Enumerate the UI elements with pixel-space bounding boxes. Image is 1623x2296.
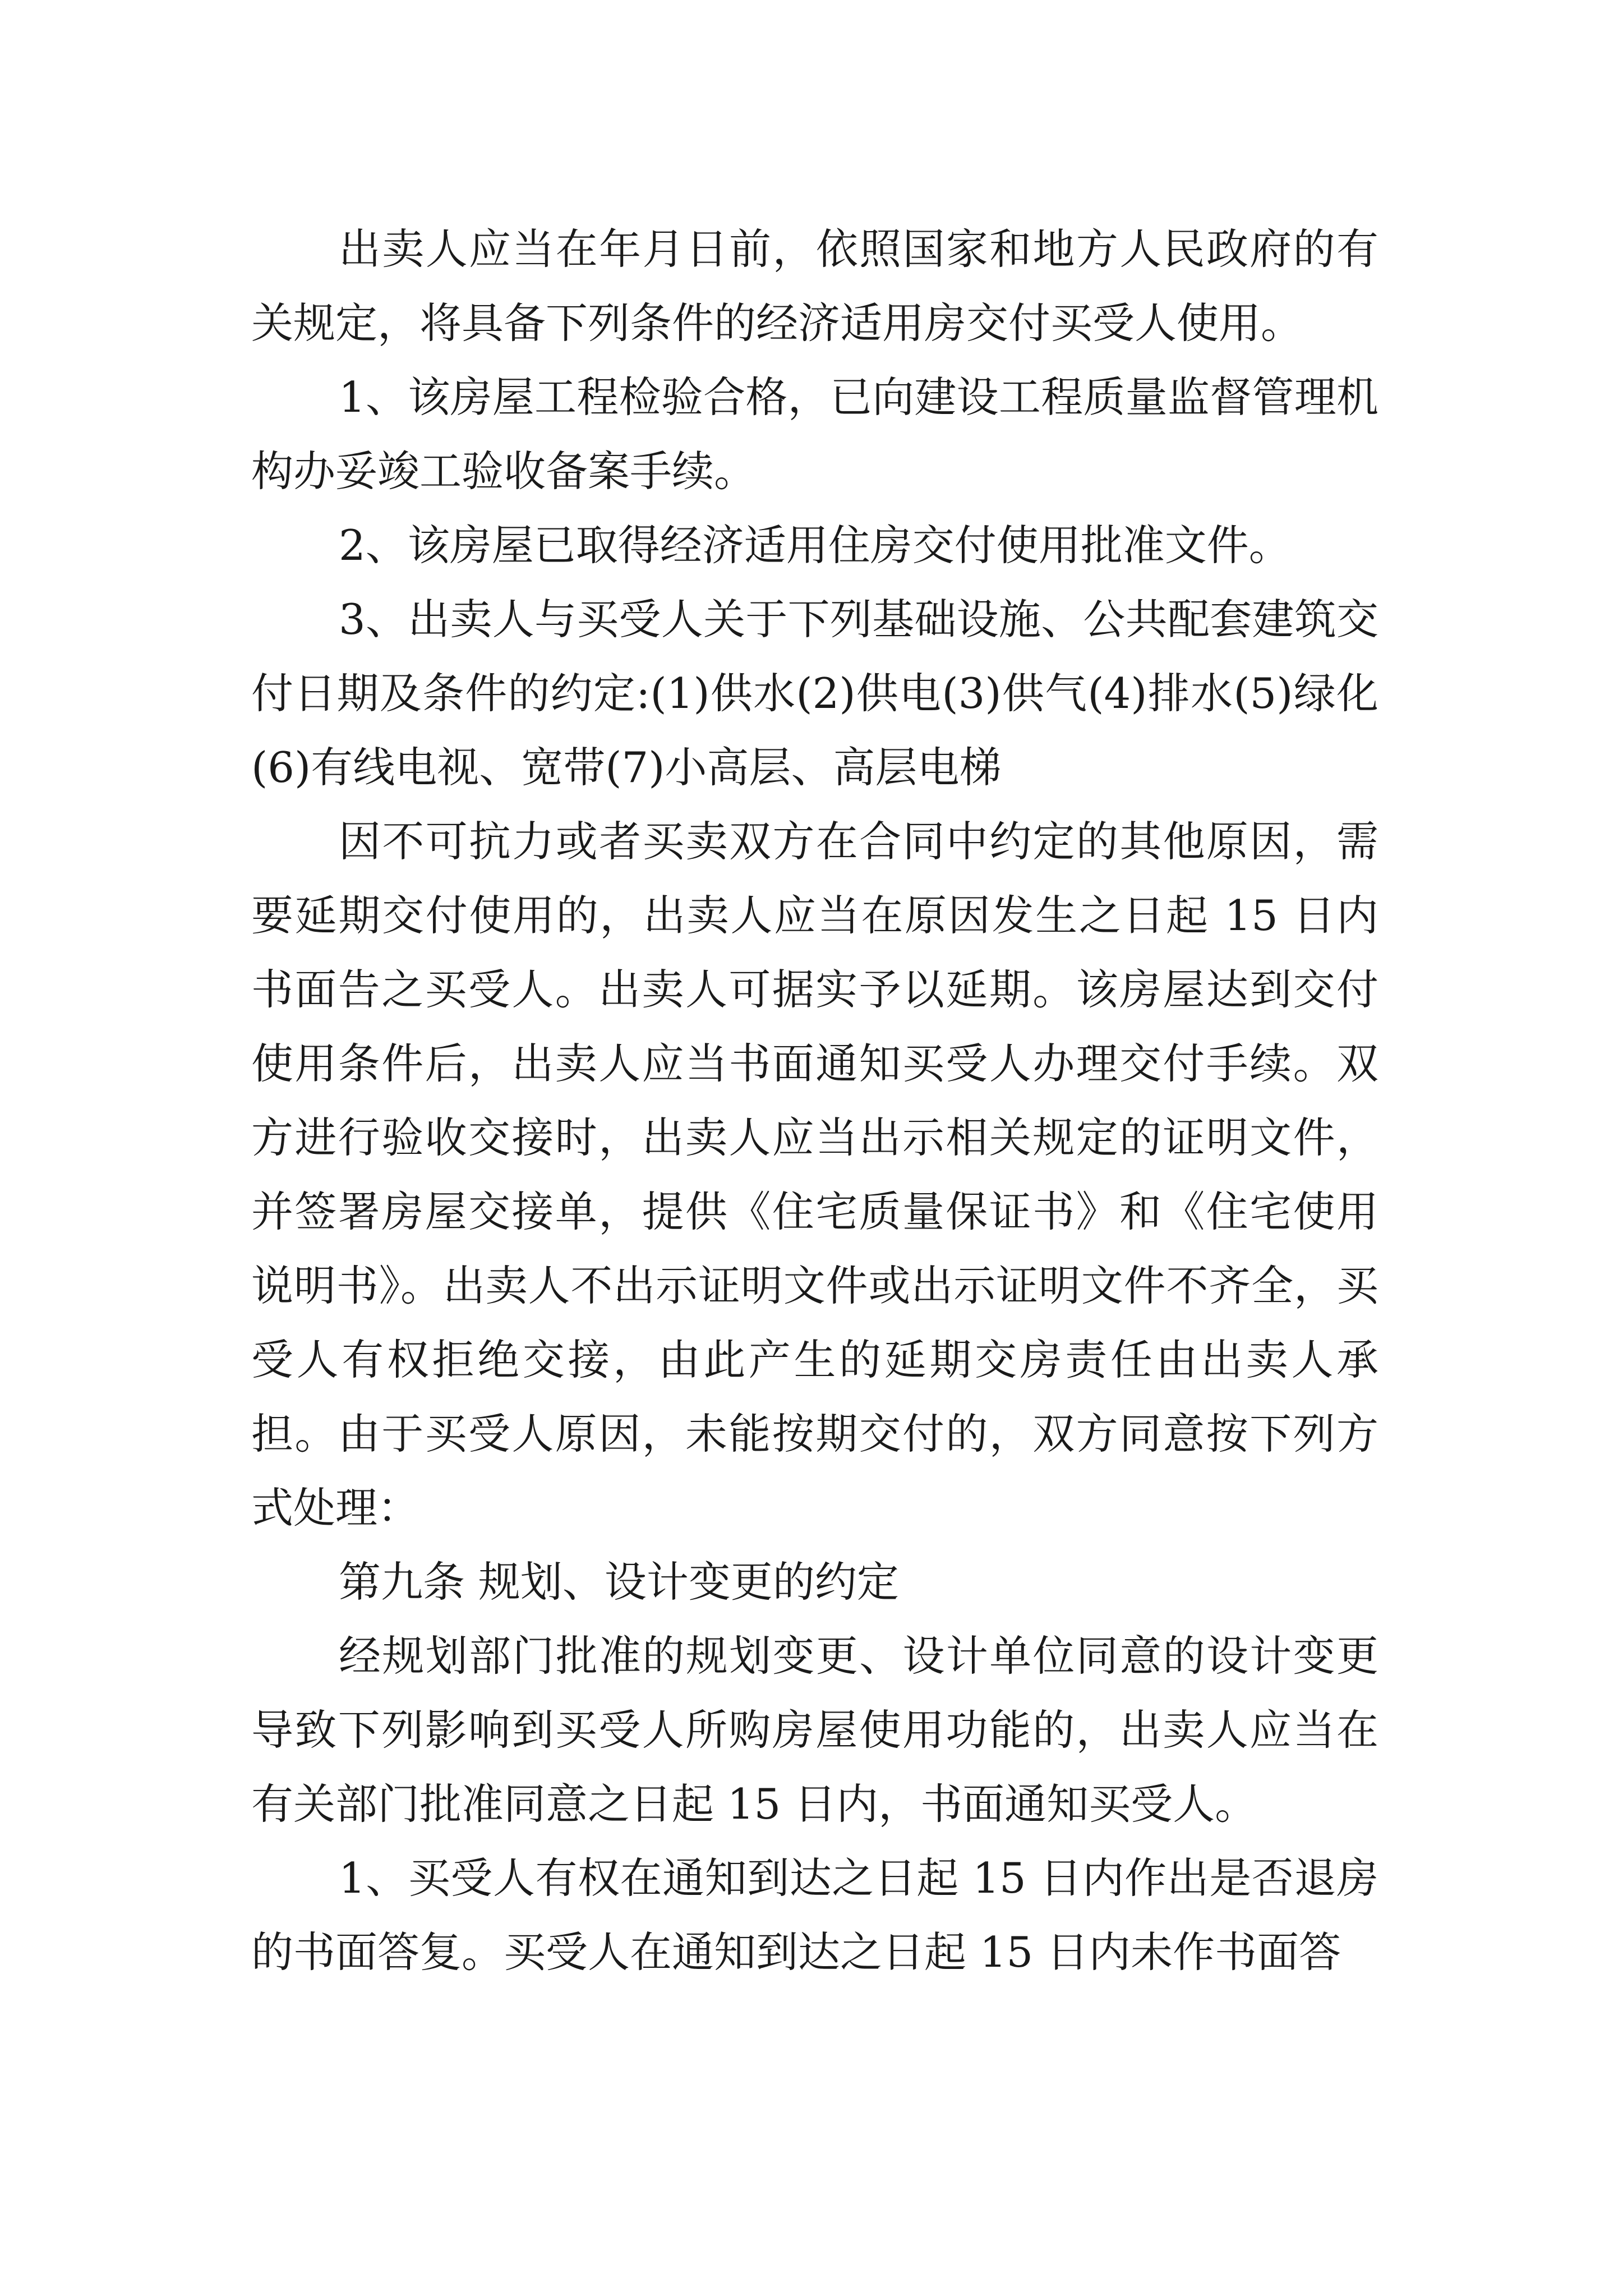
- paragraph-delay-terms: 因不可抗力或者买卖双方在合同中约定的其他原因，需要延期交付使用的，出卖人应当在原因发生之日起 15 日内书面告之买受人。出卖人可据实予以延期。该房屋达到交付使用条件后，出卖人应当书面通知买受人办理交付手续。双方进行验收交接时，出卖人应当出示相关规定的证明文件，并签署房屋交接单，提供《住宅质量保证书》和《住宅使用说明书》。出卖人不出示证明文件或出示证明文件不齐全，买受人有权拒绝交接，由此产生的延期交房责任由出卖人承担。由于买受人原因，未能按期交付的，双方同意按下列方式处理：: [251, 817, 1378, 1533]
- paragraph-refund-right: 1、买受人有权在通知到达之日起 15 日内作出是否退房的书面答复。买受人在通知到达之日起 15 日内未作书面答: [251, 1853, 1378, 1977]
- paragraph-delivery-terms: 出卖人应当在年月日前，依照国家和地方人民政府的有关规定，将具备下列条件的经济适用房交付买受人使用。: [251, 224, 1378, 348]
- article-nine-heading: 第九条 规划、设计变更的约定: [339, 1557, 899, 1607]
- contract-text-body: [251, 212, 1378, 1989]
- paragraph-design-change: 经规划部门批准的规划变更、设计单位同意的设计变更导致下列影响到买受人所购房屋使用功能的，出卖人应当在有关部门批准同意之日起 15 日内，书面通知买受人。: [251, 1631, 1378, 1829]
- paragraph-condition-3: 3、出卖人与买受人关于下列基础设施、公共配套建筑交付日期及条件的约定:(1)供水(2)供电(3)供气(4)排水(5)绿化(6)有线电视、宽带(7)小高层、高层电梯: [251, 595, 1378, 792]
- paragraph-condition-1: 1、该房屋工程检验合格，已向建设工程质量监督管理机构办妥竣工验收备案手续。: [251, 372, 1378, 496]
- paragraph-condition-2: 2、该房屋已取得经济适用住房交付使用批准文件。: [339, 521, 1291, 570]
